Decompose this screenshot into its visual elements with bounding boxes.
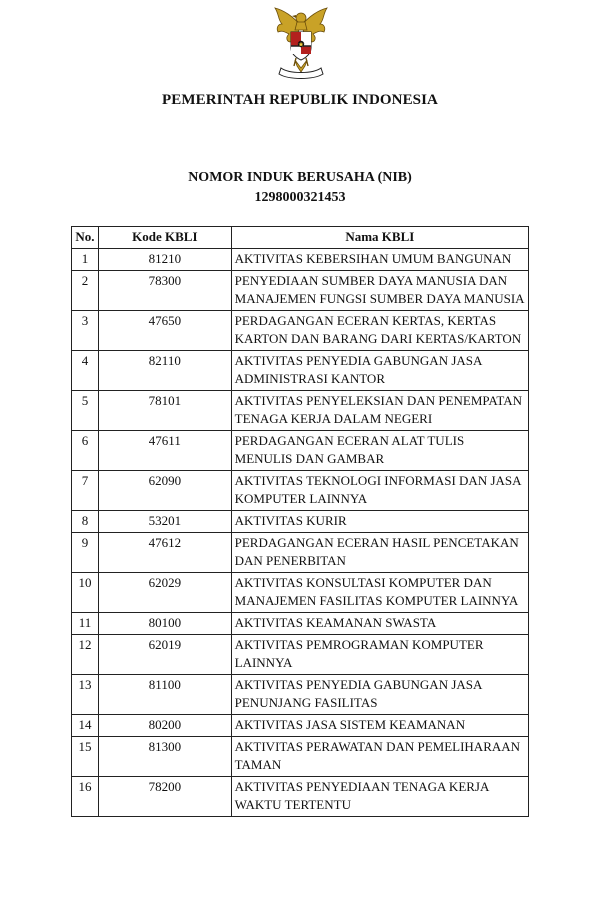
table-row (72, 271, 529, 311)
table-row (72, 249, 529, 271)
column-header-no: No. (72, 227, 99, 249)
kbli-name: AKTIVITAS PEMROGRAMAN KOMPUTER LAINNYA (231, 635, 528, 675)
row-number: 11 (72, 613, 99, 635)
table-row (72, 511, 529, 533)
table-row (72, 311, 529, 351)
row-number: 1 (72, 249, 99, 271)
kbli-name: AKTIVITAS PENYELEKSIAN DAN PENEMPATAN TENAGA KERJA DALAM NEGERI (231, 391, 528, 431)
column-header-nama: Nama KBLI (231, 227, 528, 249)
kbli-code: 78300 (98, 271, 231, 311)
row-number: 7 (72, 471, 99, 511)
row-number: 16 (72, 777, 99, 817)
table-row (72, 613, 529, 635)
row-number: 2 (72, 271, 99, 311)
row-number: 15 (72, 737, 99, 777)
kbli-name: AKTIVITAS KURIR (231, 511, 528, 533)
kbli-code: 47611 (98, 431, 231, 471)
row-number: 6 (72, 431, 99, 471)
kbli-name: AKTIVITAS TEKNOLOGI INFORMASI DAN JASA KOMPUTER LAINNYA (231, 471, 528, 511)
kbli-name: AKTIVITAS PERAWATAN DAN PEMELIHARAAN TAMAN (231, 737, 528, 777)
kbli-code: 80100 (98, 613, 231, 635)
row-number: 13 (72, 675, 99, 715)
kbli-name: AKTIVITAS KONSULTASI KOMPUTER DAN MANAJEMEN FASILITAS KOMPUTER LAINNYA (231, 573, 528, 613)
table-body (72, 249, 529, 817)
row-number: 8 (72, 511, 99, 533)
kbli-table (71, 226, 529, 817)
document-title: NOMOR INDUK BERUSAHA (NIB) (188, 170, 412, 185)
kbli-name: PERDAGANGAN ECERAN ALAT TULIS MENULIS DAN GAMBAR (231, 431, 528, 471)
table-row (72, 777, 529, 817)
kbli-name: AKTIVITAS PENYEDIA GABUNGAN JASA ADMINISTRASI KANTOR (231, 351, 528, 391)
table-row (72, 737, 529, 777)
row-number: 10 (72, 573, 99, 613)
kbli-name: AKTIVITAS JASA SISTEM KEAMANAN (231, 715, 528, 737)
table-header-row (72, 227, 529, 249)
kbli-code: 62029 (98, 573, 231, 613)
table-row (72, 431, 529, 471)
kbli-code: 81100 (98, 675, 231, 715)
government-title: PEMERINTAH REPUBLIK INDONESIA (162, 92, 438, 108)
kbli-code: 62019 (98, 635, 231, 675)
kbli-name: AKTIVITAS PENYEDIA GABUNGAN JASA PENUNJANG FASILITAS (231, 675, 528, 715)
kbli-name: AKTIVITAS KEAMANAN SWASTA (231, 613, 528, 635)
table-row (72, 533, 529, 573)
kbli-code: 81210 (98, 249, 231, 271)
table-row (72, 351, 529, 391)
table-row (72, 675, 529, 715)
column-header-kode: Kode KBLI (98, 227, 231, 249)
kbli-name: AKTIVITAS KEBERSIHAN UMUM BANGUNAN (231, 249, 528, 271)
row-number: 14 (72, 715, 99, 737)
table-row (72, 635, 529, 675)
table-row (72, 391, 529, 431)
nib-number: 1298000321453 (254, 190, 346, 205)
kbli-code: 81300 (98, 737, 231, 777)
row-number: 9 (72, 533, 99, 573)
kbli-name: AKTIVITAS PENYEDIAAN TENAGA KERJA WAKTU TERTENTU (231, 777, 528, 817)
table-row (72, 573, 529, 613)
table-row (72, 471, 529, 511)
row-number: 5 (72, 391, 99, 431)
table-row (72, 715, 529, 737)
row-number: 12 (72, 635, 99, 675)
kbli-code: 47650 (98, 311, 231, 351)
kbli-code: 82110 (98, 351, 231, 391)
garuda-emblem-icon (269, 4, 333, 82)
row-number: 4 (72, 351, 99, 391)
kbli-code: 62090 (98, 471, 231, 511)
kbli-code: 78101 (98, 391, 231, 431)
kbli-name: PERDAGANGAN ECERAN KERTAS, KERTAS KARTON DAN BARANG DARI KERTAS/KARTON (231, 311, 528, 351)
kbli-code: 80200 (98, 715, 231, 737)
kbli-name: PENYEDIAAN SUMBER DAYA MANUSIA DAN MANAJEMEN FUNGSI SUMBER DAYA MANUSIA (231, 271, 528, 311)
kbli-name: PERDAGANGAN ECERAN HASIL PENCETAKAN DAN PENERBITAN (231, 533, 528, 573)
kbli-code: 78200 (98, 777, 231, 817)
row-number: 3 (72, 311, 99, 351)
kbli-code: 53201 (98, 511, 231, 533)
kbli-code: 47612 (98, 533, 231, 573)
